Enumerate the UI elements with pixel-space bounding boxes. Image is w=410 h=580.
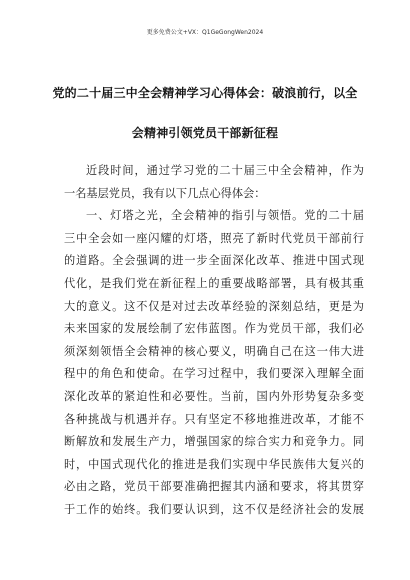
body-line: 三中全会如一座闪耀的灯塔，照亮了新时代党员干部前行 (64, 231, 364, 245)
body-line: 深化改革的紧迫性和必要性。当前，国内外形势复杂多变 (64, 389, 364, 403)
body-line: 代化，是我们党在新征程上的重要战略部署，具有极其重 (64, 276, 364, 290)
body-line: 断解放和发展生产力，增强国家的综合实力和竞争力。同 (64, 435, 364, 449)
document-title-line-1: 党的二十届三中全会精神学习心得体会：破浪前行，以全 (52, 86, 358, 100)
document-title-line-2: 会精神引领党员干部新征程 (131, 126, 279, 140)
document-body (64, 160, 364, 522)
body-line: 各种挑战与机遇并存。只有坚定不移地推进改革，才能不 (64, 412, 364, 426)
body-line: 程中的角色和使命。在学习过程中，我们要深入理解全面 (64, 367, 364, 381)
body-line: 于工作的始终。我们要认识到，这不仅是经济社会的发展 (64, 502, 364, 516)
body-line: 一、灯塔之光，全会精神的指引与领悟。党的二十届 (86, 209, 364, 223)
body-line: 近段时间，通过学习党的二十届三中全会精神，作为 (86, 164, 364, 177)
body-line: 必由之路，党员干部要准确把握其内涵和要求，将其贯穿 (64, 480, 364, 494)
body-line: 大的意义。这不仅是对过去改革经验的深刻总结，更是为 (64, 299, 364, 313)
body-line: 须深刻领悟全会精神的核心要义，明确自己在这一伟大进 (64, 344, 364, 358)
body-line: 时，中国式现代化的推进是我们实现中华民族伟大复兴的 (64, 457, 364, 471)
body-line: 的道路。全会强调的进一步全面深化改革、推进中国式现 (64, 254, 364, 268)
body-line: 未来国家的发展绘制了宏伟蓝图。作为党员干部，我们必 (64, 322, 364, 336)
header-note: 更多免费公文+VX：Q1GeGongWen2024 (146, 29, 264, 36)
body-line: 一名基层党员，我有以下几点心得体会： (64, 186, 266, 200)
